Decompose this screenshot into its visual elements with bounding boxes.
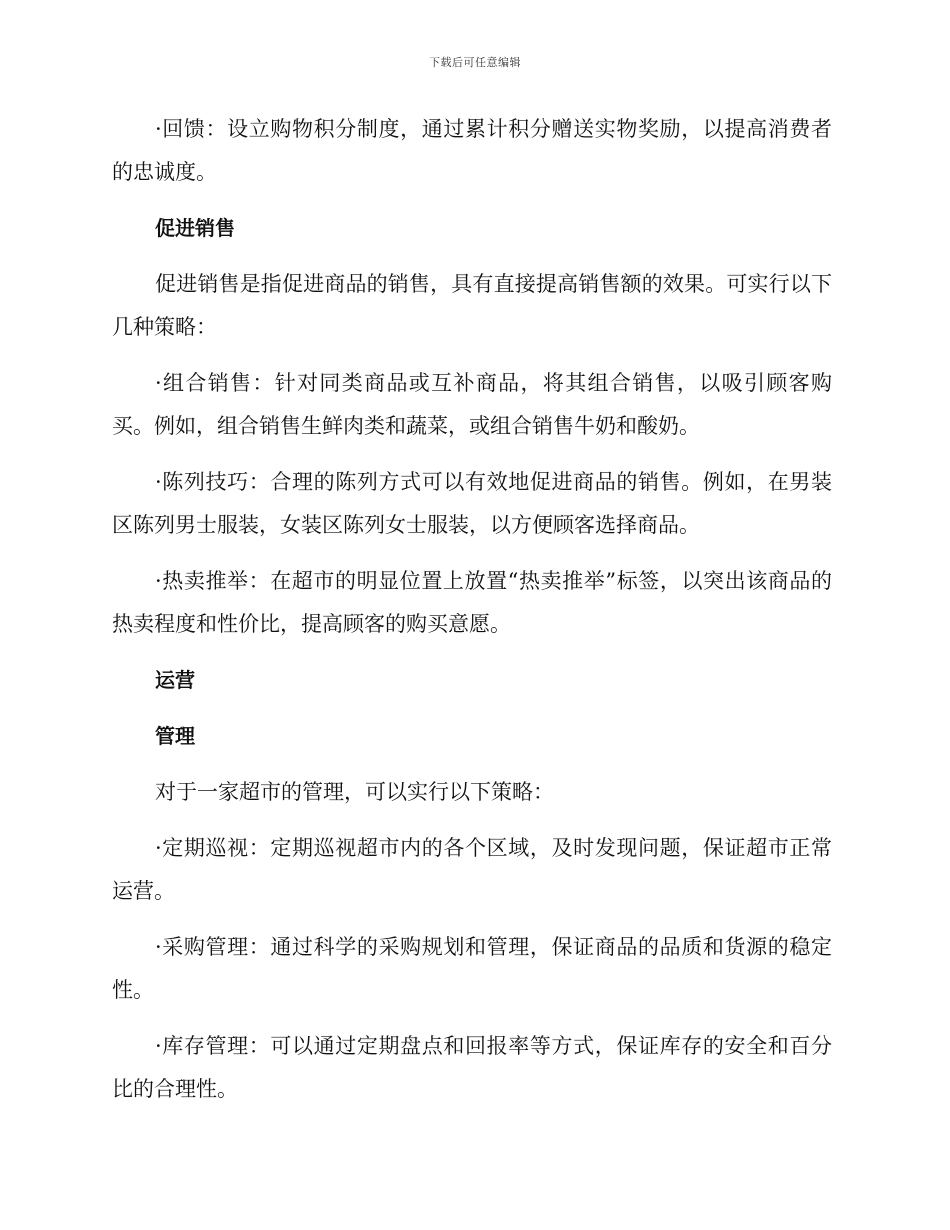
- paragraph-feedback: ·回馈：设立购物积分制度，通过累计积分赠送实物奖励，以提高消费者的忠诚度。: [112, 117, 832, 184]
- document-body: [112, 108, 832, 1124]
- paragraph-hot-sale-recommend: ·热卖推举：在超市的明显位置上放置“热卖推举”标签，以突出该商品的热卖程度和性价比，提高顾客的购买意愿。: [112, 569, 832, 636]
- section-heading-management: 管理: [155, 724, 195, 748]
- section-heading-promote-sales: 促进销售: [155, 216, 235, 240]
- paragraph-promote-sales-intro: 促进销售是指促进商品的销售，具有直接提高销售额的效果。可实行以下几种策略：: [112, 272, 832, 339]
- paragraph-management-intro: 对于一家超市的管理，可以实行以下策略：: [155, 780, 554, 804]
- section-heading-operations: 运营: [155, 668, 195, 692]
- paragraph-inventory: ·库存管理：可以通过定期盘点和回报率等方式，保证库存的安全和百分比的合理性。: [112, 1034, 832, 1101]
- paragraph-bundle-sales: ·组合销售：针对同类商品或互补商品，将其组合销售，以吸引顾客购买。例如，组合销售生鲜肉类和蔬菜，或组合销售牛奶和酸奶。: [112, 371, 832, 438]
- paragraph-display-skills: ·陈列技巧：合理的陈列方式可以有效地促进商品的销售。例如，在男装区陈列男士服装，女装区陈列女士服装，以方便顾客选择商品。: [112, 470, 832, 537]
- page-header: 下载后可任意编辑: [429, 56, 521, 69]
- paragraph-regular-inspection: ·定期巡视：定期巡视超市内的各个区域，及时发现问题，保证超市正常运营。: [112, 836, 832, 903]
- paragraph-procurement: ·采购管理：通过科学的采购规划和管理，保证商品的品质和货源的稳定性。: [112, 935, 832, 1002]
